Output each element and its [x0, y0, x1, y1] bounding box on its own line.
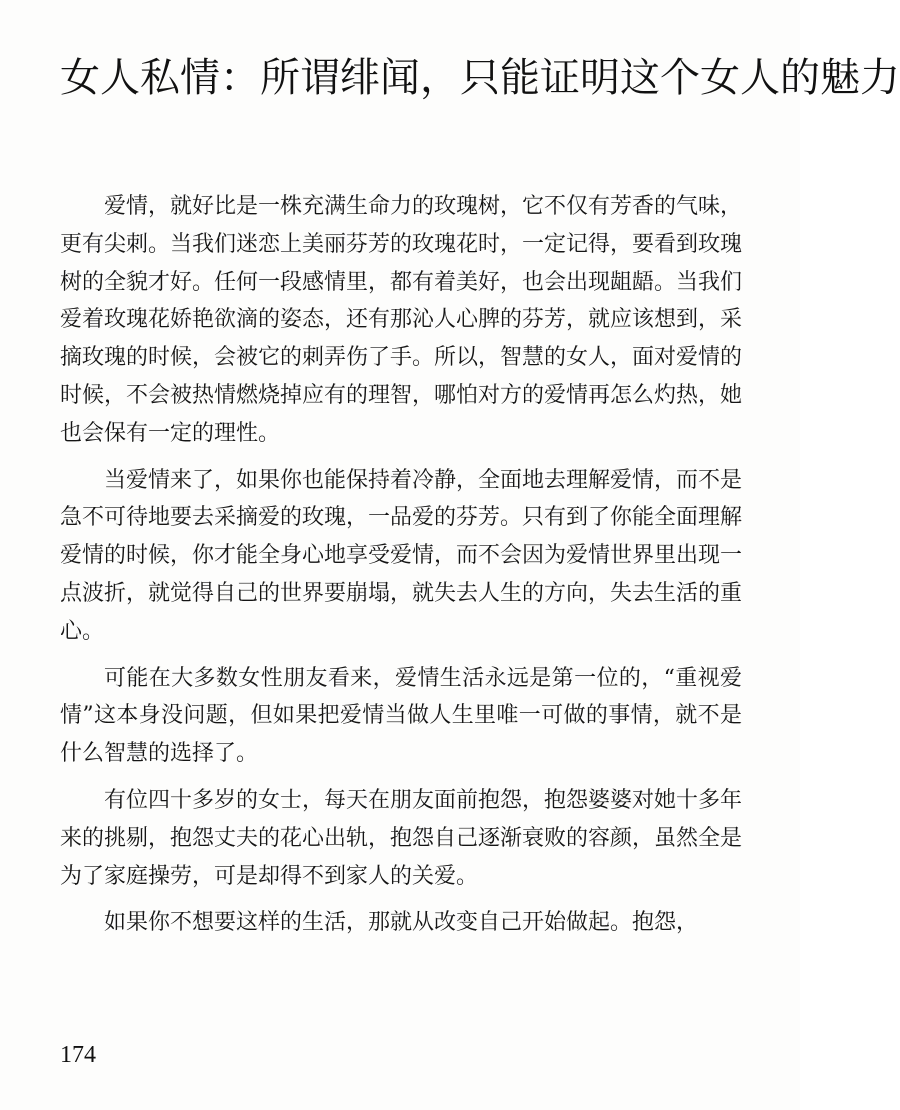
chapter-title: 女人私情：所谓绯闻，只能证明这个女人的魅力 [60, 55, 900, 101]
paragraph-1: 爱情，就好比是一株充满生命力的玫瑰树，它不仅有芳香的气味，更有尖刺。当我们迷恋上美丽芬芳的玫瑰花时，一定记得，要看到玫瑰树的全貌才好。任何一段感情里，都有着美好，也会出现龃龉。当我们爱着玫瑰花娇艳欲滴的姿态，还有那沁人心脾的芬芳，就应该想到，采摘玫瑰的时候，会被它的刺弄伤了手。所以，智慧的女人，面对爱情的时候，不会被热情燃烧掉应有的理智，哪怕对方的爱情再怎么灼热，她也会保有一定的理性。 [60, 194, 743, 446]
paragraph-3: 可能在大多数女性朋友看来，爱情生活永远是第一位的，“重视爱情”这本身没问题，但如果把爱情当做人生里唯一可做的事情，就不是什么智慧的选择了。 [60, 665, 742, 767]
page-number: 174 [60, 1042, 96, 1068]
paragraph-2: 当爱情来了，如果你也能保持着冷静，全面地去理解爱情，而不是急不可待地要去采摘爱的玫瑰，一品爱的芬芳。只有到了你能全面理解爱情的时候，你才能全身心地享受爱情，而不会因为爱情世界里出现一点波折，就觉得自己的世界要崩塌，就失去人生的方向，失去生活的重心。 [60, 467, 743, 644]
body-text [60, 188, 742, 951]
paragraph-5: 如果你不想要这样的生活，那就从改变自己开始做起。抱怨， [104, 910, 699, 936]
paragraph-4: 有位四十多岁的女士，每天在朋友面前抱怨，抱怨婆婆对她十多年来的挑剔，抱怨丈夫的花心出轨，抱怨自己逐渐衰败的容颜，虽然全是为了家庭操劳，可是却得不到家人的关爱。 [60, 787, 743, 889]
